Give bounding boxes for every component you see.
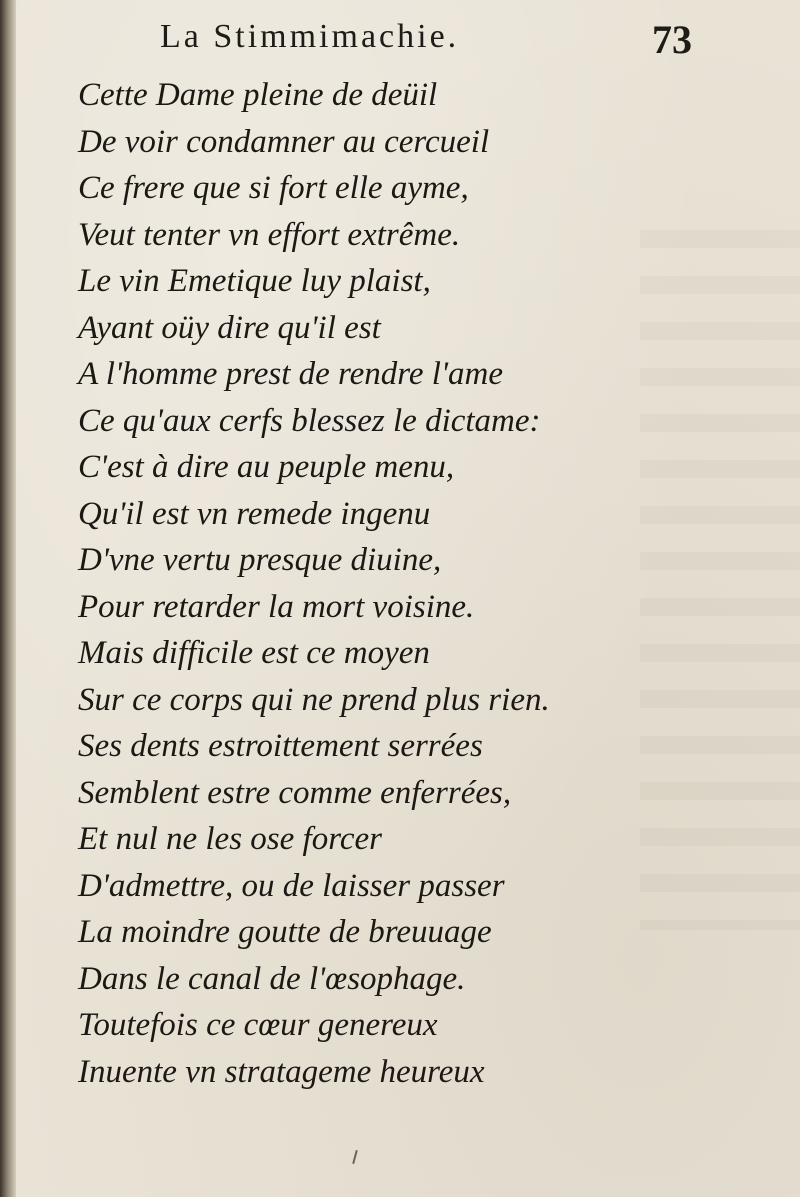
verse-line: Ayant oüy dire qu'il est	[78, 309, 381, 346]
verse-line: Ses dents estroittement serrées	[78, 728, 483, 764]
verse-block	[78, 72, 638, 1095]
verse-line: Cette Dame pleine de deüil	[78, 77, 438, 113]
verse-line: D'admettre, ou de laisser passer	[78, 867, 505, 904]
running-head: La Stimmimachie.	[160, 18, 460, 55]
verse-line: De voir condamner au cercueil	[78, 123, 490, 160]
verse-line: Dans le canal de l'œsophage.	[78, 960, 466, 997]
verse-line: Mais difficile est ce moyen	[78, 635, 430, 671]
book-gutter	[0, 0, 16, 1197]
verse-line: Semblent estre comme enferrées,	[78, 774, 512, 811]
verse-line: D'vne vertu presque diuine,	[78, 542, 442, 578]
verse-line: Sur ce corps qui ne prend plus rien.	[78, 681, 550, 718]
verse-line: Veut tenter vn effort extrême.	[78, 216, 461, 253]
verse-line: Qu'il est vn remede ingenu	[78, 495, 431, 532]
verse-line: C'est à dire au peuple menu,	[78, 449, 455, 485]
verse-line: Ce qu'aux cerfs blessez le dictame:	[78, 402, 541, 439]
page-number: 73	[652, 17, 692, 62]
verse-line: Toutefois ce cœur genereux	[78, 1007, 438, 1043]
verse-line: Et nul ne les ose forcer	[78, 821, 382, 857]
verse-line: Pour retarder la mort voisine.	[78, 588, 475, 625]
verse-line: A l'homme prest de rendre l'ame	[78, 356, 504, 392]
verse-line: La moindre goutte de breuuage	[78, 914, 492, 950]
ink-mark	[352, 1150, 358, 1164]
show-through-text	[640, 230, 800, 930]
verse-line: Ce frere que si fort elle ayme,	[78, 170, 469, 206]
verse-line: Le vin Emetique luy plaist,	[78, 263, 431, 299]
verse-line: Inuente vn stratageme heureux	[78, 1053, 485, 1090]
